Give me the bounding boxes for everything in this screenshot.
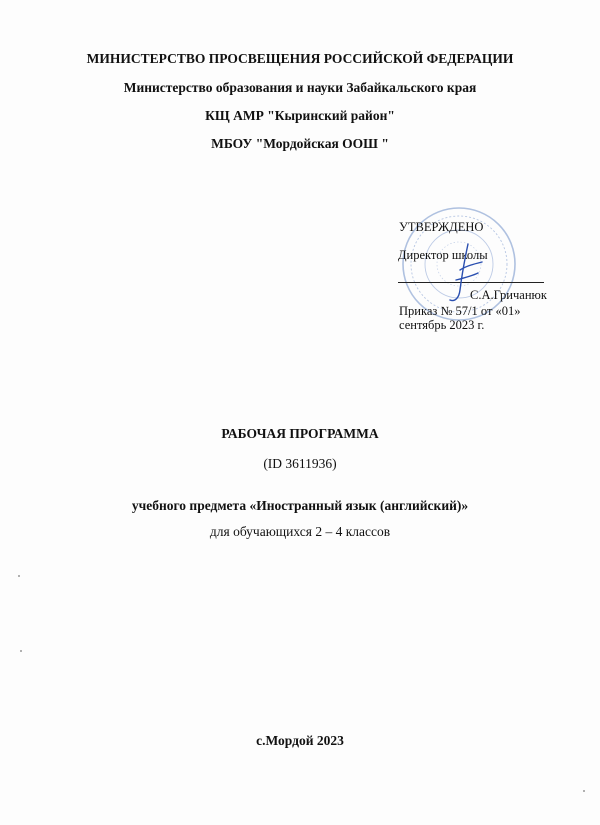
program-id: (ID 3611936) [263,456,337,471]
regional-ministry-heading: Министерство образования и науки Забайкальского края [123,80,477,95]
scan-speck [583,790,585,792]
program-audience: для обучающихся 2 – 4 классов [209,524,391,539]
scan-speck [20,650,22,652]
signatory-name: С.А.Гричанюк [470,288,547,302]
program-subject: учебного предмета «Иностранный язык (английский)» [131,498,469,513]
order-date: сентябрь 2023 г. [399,318,485,332]
district-heading: КЩ АМР "Кыринский район" [205,108,395,123]
approved-label: УТВЕРЖДЕНО [399,220,484,234]
order-line: Приказ № 57/1 от «01» [399,304,521,318]
scan-speck [18,575,20,577]
director-position: Директор школы [398,248,488,262]
school-heading: МБОУ "Мордойская ООШ " [211,136,389,151]
signature-mark [438,240,498,310]
place-year: с.Мордой 2023 [256,733,344,748]
ministry-heading: МИНИСТЕРСТВО ПРОСВЕЩЕНИЯ РОССИЙСКОЙ ФЕДЕРАЦИИ [86,51,514,66]
program-title: РАБОЧАЯ ПРОГРАММА [221,426,379,441]
